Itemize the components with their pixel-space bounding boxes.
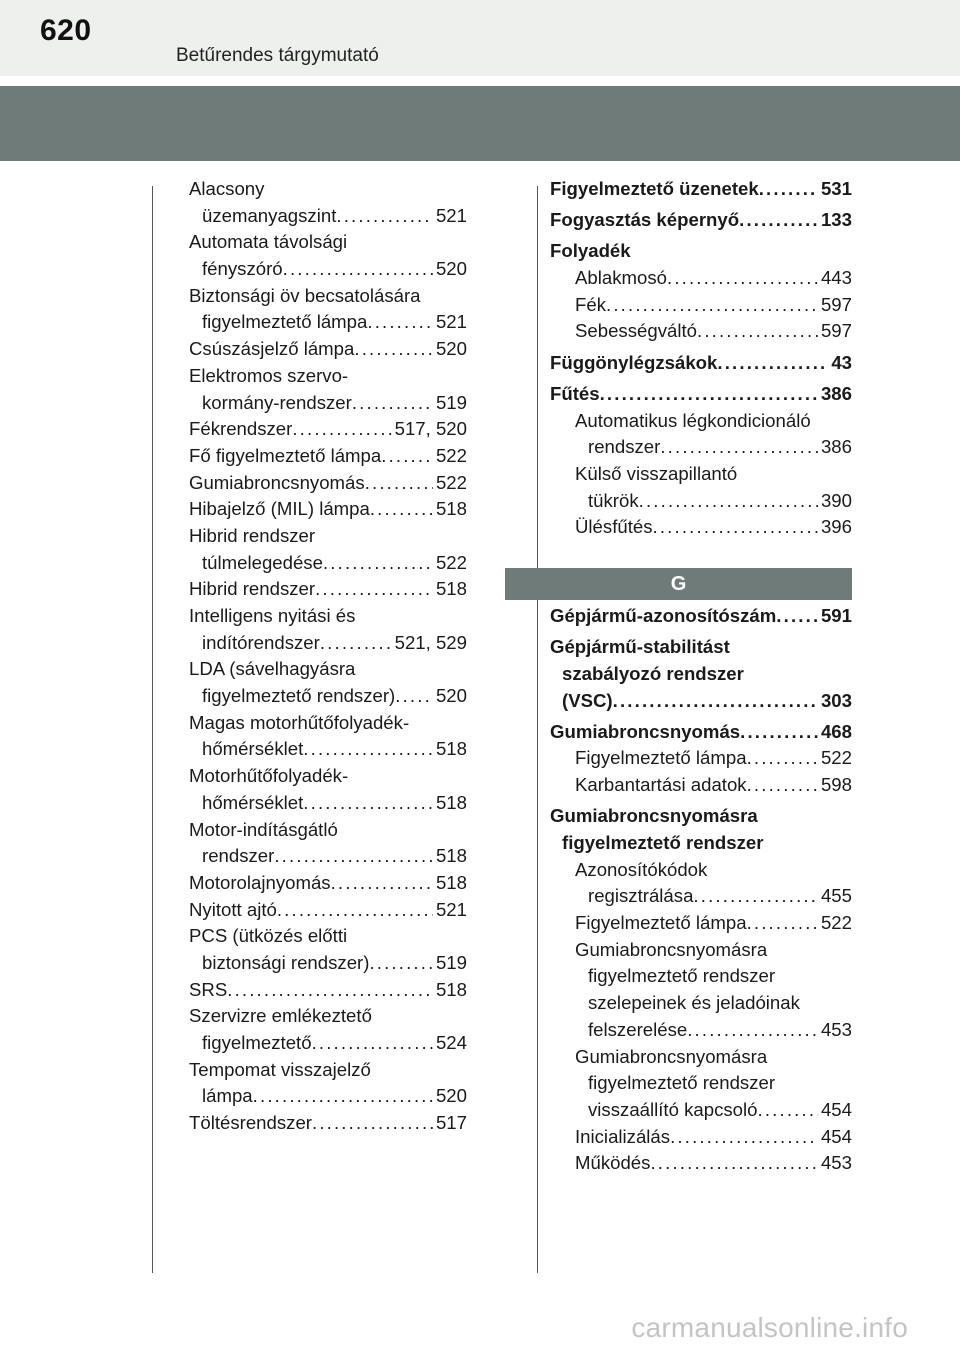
index-entry: Motor-indításgátló [189, 818, 338, 840]
index-column-right-g [550, 603, 852, 1177]
index-entry: Hibrid rendszer . . . 518 [189, 576, 467, 603]
index-entry: Figyelmeztető lámpa . . . 522 [550, 745, 852, 772]
column-divider-left [152, 186, 153, 1273]
index-entry-main: Gépjármű-stabilitást [550, 636, 730, 658]
index-entry: Motorhűtőfolyadék- [189, 765, 349, 787]
index-entry: Fék . . . 597 [550, 292, 852, 319]
index-entry: Alacsony [189, 178, 265, 199]
index-entry: Magas motorhűtőfolyadék- [189, 711, 410, 733]
index-entry: indítórendszer . . . 521, 529 [189, 630, 467, 657]
section-letter-bar: G [505, 568, 852, 600]
index-entry: Gumiabroncsnyomásra [575, 1045, 768, 1067]
index-entry: Sebességváltó . . . 597 [550, 318, 852, 345]
index-entry: tükrök . . . 390 [550, 488, 852, 515]
index-entry: szelepeinek és jeladóinak [588, 992, 800, 1014]
page-header [0, 0, 960, 76]
index-entry: figyelmeztető rendszer [588, 965, 776, 987]
index-entry: LDA (sávelhagyásra [189, 658, 356, 680]
index-entry: Motorolajnyomás . . . 518 [189, 870, 467, 897]
index-entry: lámpa . . . 520 [189, 1083, 467, 1110]
index-entry: felszerelése . . . 453 [550, 1017, 852, 1044]
index-entry: PCS (ütközés előtti [189, 925, 348, 947]
index-entry: Ablakmosó . . . 443 [550, 265, 852, 292]
column-divider-middle [537, 186, 538, 1273]
index-entry: Gumiabroncsnyomás . . . 522 [189, 470, 467, 497]
index-entry: Azonosítókódok [575, 858, 708, 880]
index-entry-main: Fogyasztás képernyő . . . 133 [550, 207, 852, 234]
index-entry: túlmelegedése . . . 522 [189, 550, 467, 577]
index-entry: Működés . . . 453 [550, 1150, 852, 1177]
index-entry: Inicializálás . . . 454 [550, 1124, 852, 1151]
index-entry: Ülésfűtés . . . 396 [550, 514, 852, 541]
index-entry: Karbantartási adatok . . . 598 [550, 772, 852, 799]
page-title: Betűrendes tárgymutató [176, 45, 379, 66]
index-entry: Töltésrendszer . . . 517 [189, 1110, 467, 1137]
index-entry: Csúszásjelző lámpa . . . 520 [189, 336, 467, 363]
index-entry: figyelmeztető . . . 524 [189, 1030, 467, 1057]
index-entry: Szervizre emlékeztető [189, 1005, 372, 1027]
index-entry: regisztrálása . . . 455 [550, 883, 852, 910]
header-band [0, 86, 960, 161]
index-entry-main: Gumiabroncsnyomás . . . 468 [550, 719, 852, 746]
index-entry-main: figyelmeztető rendszer [562, 832, 764, 853]
index-entry-main: szabályozó rendszer [562, 662, 744, 684]
index-entry: Nyitott ajtó . . . 521 [189, 897, 467, 924]
index-entry: Biztonsági öv becsatolására [189, 284, 421, 306]
index-entry-main: (VSC) . . . 303 [550, 688, 852, 715]
index-entry: fényszóró . . . 520 [189, 256, 467, 283]
index-entry-main: Fűtés . . . 386 [550, 381, 852, 408]
index-column-right-top [550, 176, 852, 541]
index-entry: Hibrid rendszer [189, 524, 316, 546]
index-entry: figyelmeztető lámpa . . . 521 [189, 309, 467, 336]
index-entry: Hibajelző (MIL) lámpa . . . 518 [189, 496, 467, 523]
index-entry: Külső visszapillantó [575, 462, 738, 484]
index-entry: Automatikus légkondicionáló [575, 409, 811, 431]
index-entry: hőmérséklet . . . 518 [189, 736, 467, 763]
index-entry: biztonsági rendszer) . . . 519 [189, 950, 467, 977]
index-entry: Automata távolsági [189, 231, 348, 253]
index-entry-main: Gépjármű-azonosítószám . . . 591 [550, 603, 852, 630]
index-entry: kormány-rendszer . . . 519 [189, 390, 467, 417]
index-entry: Figyelmeztető lámpa . . . 522 [550, 910, 852, 937]
index-entry: rendszer . . . 518 [189, 843, 467, 870]
index-entry: figyelmeztető rendszer) . . . 520 [189, 683, 467, 710]
index-entry: rendszer . . . 386 [550, 434, 852, 461]
index-entry: hőmérséklet . . . 518 [189, 790, 467, 817]
index-entry: Tempomat visszajelző [189, 1058, 371, 1080]
index-entry: Gumiabroncsnyomásra [575, 938, 768, 960]
index-entry: Intelligens nyitási és [189, 605, 356, 626]
watermark: carmanualsonline.info [631, 1312, 908, 1343]
index-entry-main: Függönylégzsákok . . . 43 [550, 350, 852, 377]
index-entry: Elektromos szervo- [189, 364, 349, 386]
index-entry: Fékrendszer . . . 517, 520 [189, 416, 467, 443]
index-entry-main: Folyadék [550, 240, 631, 262]
index-entry: figyelmeztető rendszer [588, 1072, 776, 1094]
index-entry-main: Gumiabroncsnyomásra [550, 805, 758, 827]
index-entry: SRS . . . 518 [189, 977, 467, 1004]
page-number: 620 [40, 14, 92, 47]
index-entry-main: Figyelmeztető üzenetek . . . 531 [550, 176, 852, 203]
index-column-left [189, 176, 467, 1137]
index-entry: visszaállító kapcsoló . . . 454 [550, 1097, 852, 1124]
index-entry: Fő figyelmeztető lámpa . . . 522 [189, 443, 467, 470]
index-entry: üzemanyagszint . . . 521 [189, 203, 467, 230]
